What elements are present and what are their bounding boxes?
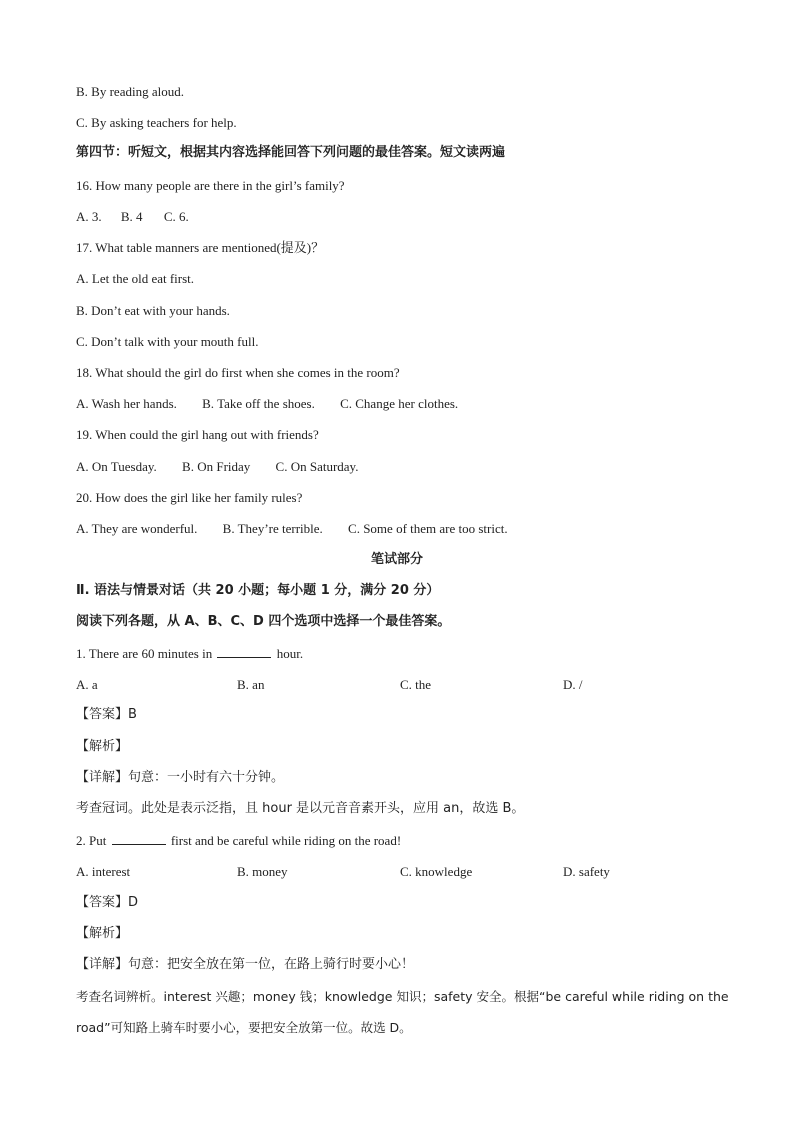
option-b: B. They’re terrible.: [222, 521, 323, 536]
option-a: A. On Tuesday.: [76, 459, 157, 474]
part2-header: Ⅱ. 语法与情景对话（共 20 小题；每小题 1 分，满分 20 分）: [76, 583, 440, 598]
option-c: C. Change her clothes.: [340, 396, 459, 411]
question-20: 20. How does the girl like her family rules?: [76, 490, 303, 505]
answer-line-2: [76, 894, 138, 912]
question-20-options: [76, 520, 508, 538]
question-text-after: hour.: [276, 646, 304, 661]
question-19: 19. When could the girl hang out with friends?: [76, 427, 319, 442]
detail-tag: 【详解】: [76, 770, 129, 785]
option-b: B. an: [237, 677, 265, 692]
option-c: C. the: [400, 677, 432, 692]
answer-line-1: [76, 706, 137, 724]
question-16: 16. How many people are there in the girl’s family?: [76, 178, 345, 193]
detail-line-1: [76, 769, 284, 787]
detail-line-2: [76, 956, 414, 974]
question-17-option-c: C. Don’t talk with your mouth full.: [76, 334, 259, 349]
grammar-question-2-options: [76, 863, 736, 881]
option-c: C. knowledge: [400, 864, 473, 879]
question-text-before: 2. Put: [76, 833, 107, 848]
option-d: D. /: [563, 677, 583, 692]
option-c: C. Some of them are too strict.: [348, 521, 508, 536]
answer-tag: 【答案】: [76, 707, 129, 722]
answer-tag: 【答案】: [76, 895, 129, 910]
detail-text: 句意：一小时有六十分钟。: [128, 770, 285, 785]
grammar-question-2: [76, 832, 401, 850]
option-b: B. 4: [120, 209, 143, 224]
option-b: B. money: [237, 864, 288, 879]
option-b-prev: B. By reading aloud.: [76, 84, 184, 99]
option-d: D. safety: [563, 864, 610, 879]
answer-value: D: [128, 895, 139, 910]
written-section-title: 笔试部分: [370, 552, 423, 567]
question-17-option-a: A. Let the old eat first.: [76, 271, 195, 286]
grammar-question-1-options: [76, 676, 736, 694]
question-17-option-b: B. Don’t eat with your hands.: [76, 303, 230, 318]
question-text-after: first and be careful while riding on the road!: [170, 833, 402, 848]
option-c-prev: C. By asking teachers for help.: [76, 115, 237, 130]
answer-blank: [112, 832, 166, 845]
option-b: B. On Friday: [182, 459, 251, 474]
question-text-before: 1. There are 60 minutes in: [76, 646, 213, 661]
detail-text: 句意：把安全放在第一位，在路上骑行时要小心！: [128, 957, 415, 972]
question-19-options: [76, 458, 358, 476]
option-a: A. interest: [76, 864, 131, 879]
section4-header: 第四节：听短文，根据其内容选择能回答下列问题的最佳答案。短文读两遍: [76, 145, 506, 160]
answer-blank: [217, 645, 271, 658]
option-a: A. Wash her hands.: [76, 396, 177, 411]
option-c: C. On Saturday.: [275, 459, 359, 474]
question-18: 18. What should the girl do first when she comes in the room?: [76, 365, 400, 380]
detail-tag: 【详解】: [76, 957, 129, 972]
analysis-tag-2: 【解析】: [76, 926, 129, 941]
option-a: A. 3.: [76, 209, 102, 224]
option-a: A. a: [76, 677, 98, 692]
question-18-options: [76, 395, 458, 413]
answer-value: B: [128, 707, 137, 722]
option-a: A. They are wonderful.: [76, 521, 198, 536]
grammar-question-1: [76, 645, 303, 663]
analysis-tag-1: 【解析】: [76, 739, 129, 754]
question-17: 17. What table manners are mentioned(提及)？: [76, 240, 325, 255]
part2-instruction: 阅读下列各题，从 A、B、C、D 四个选项中选择一个最佳答案。: [76, 614, 451, 629]
explanation-2-line-2: road”可知路上骑车时要小心，要把安全放第一位。故选 D。: [76, 1020, 412, 1035]
explanation-1: 考查冠词。此处是表示泛指，且 hour 是以元音音素开头，应用 an，故选 B。: [76, 801, 525, 816]
option-b: B. Take off the shoes.: [202, 396, 315, 411]
option-c: C. 6.: [163, 209, 189, 224]
explanation-2-line-1: 考查名词辨析。interest 兴趣；money 钱；knowledge 知识；safety 安全。根据“be careful while riding on the: [76, 989, 729, 1004]
question-16-options: [76, 208, 189, 226]
